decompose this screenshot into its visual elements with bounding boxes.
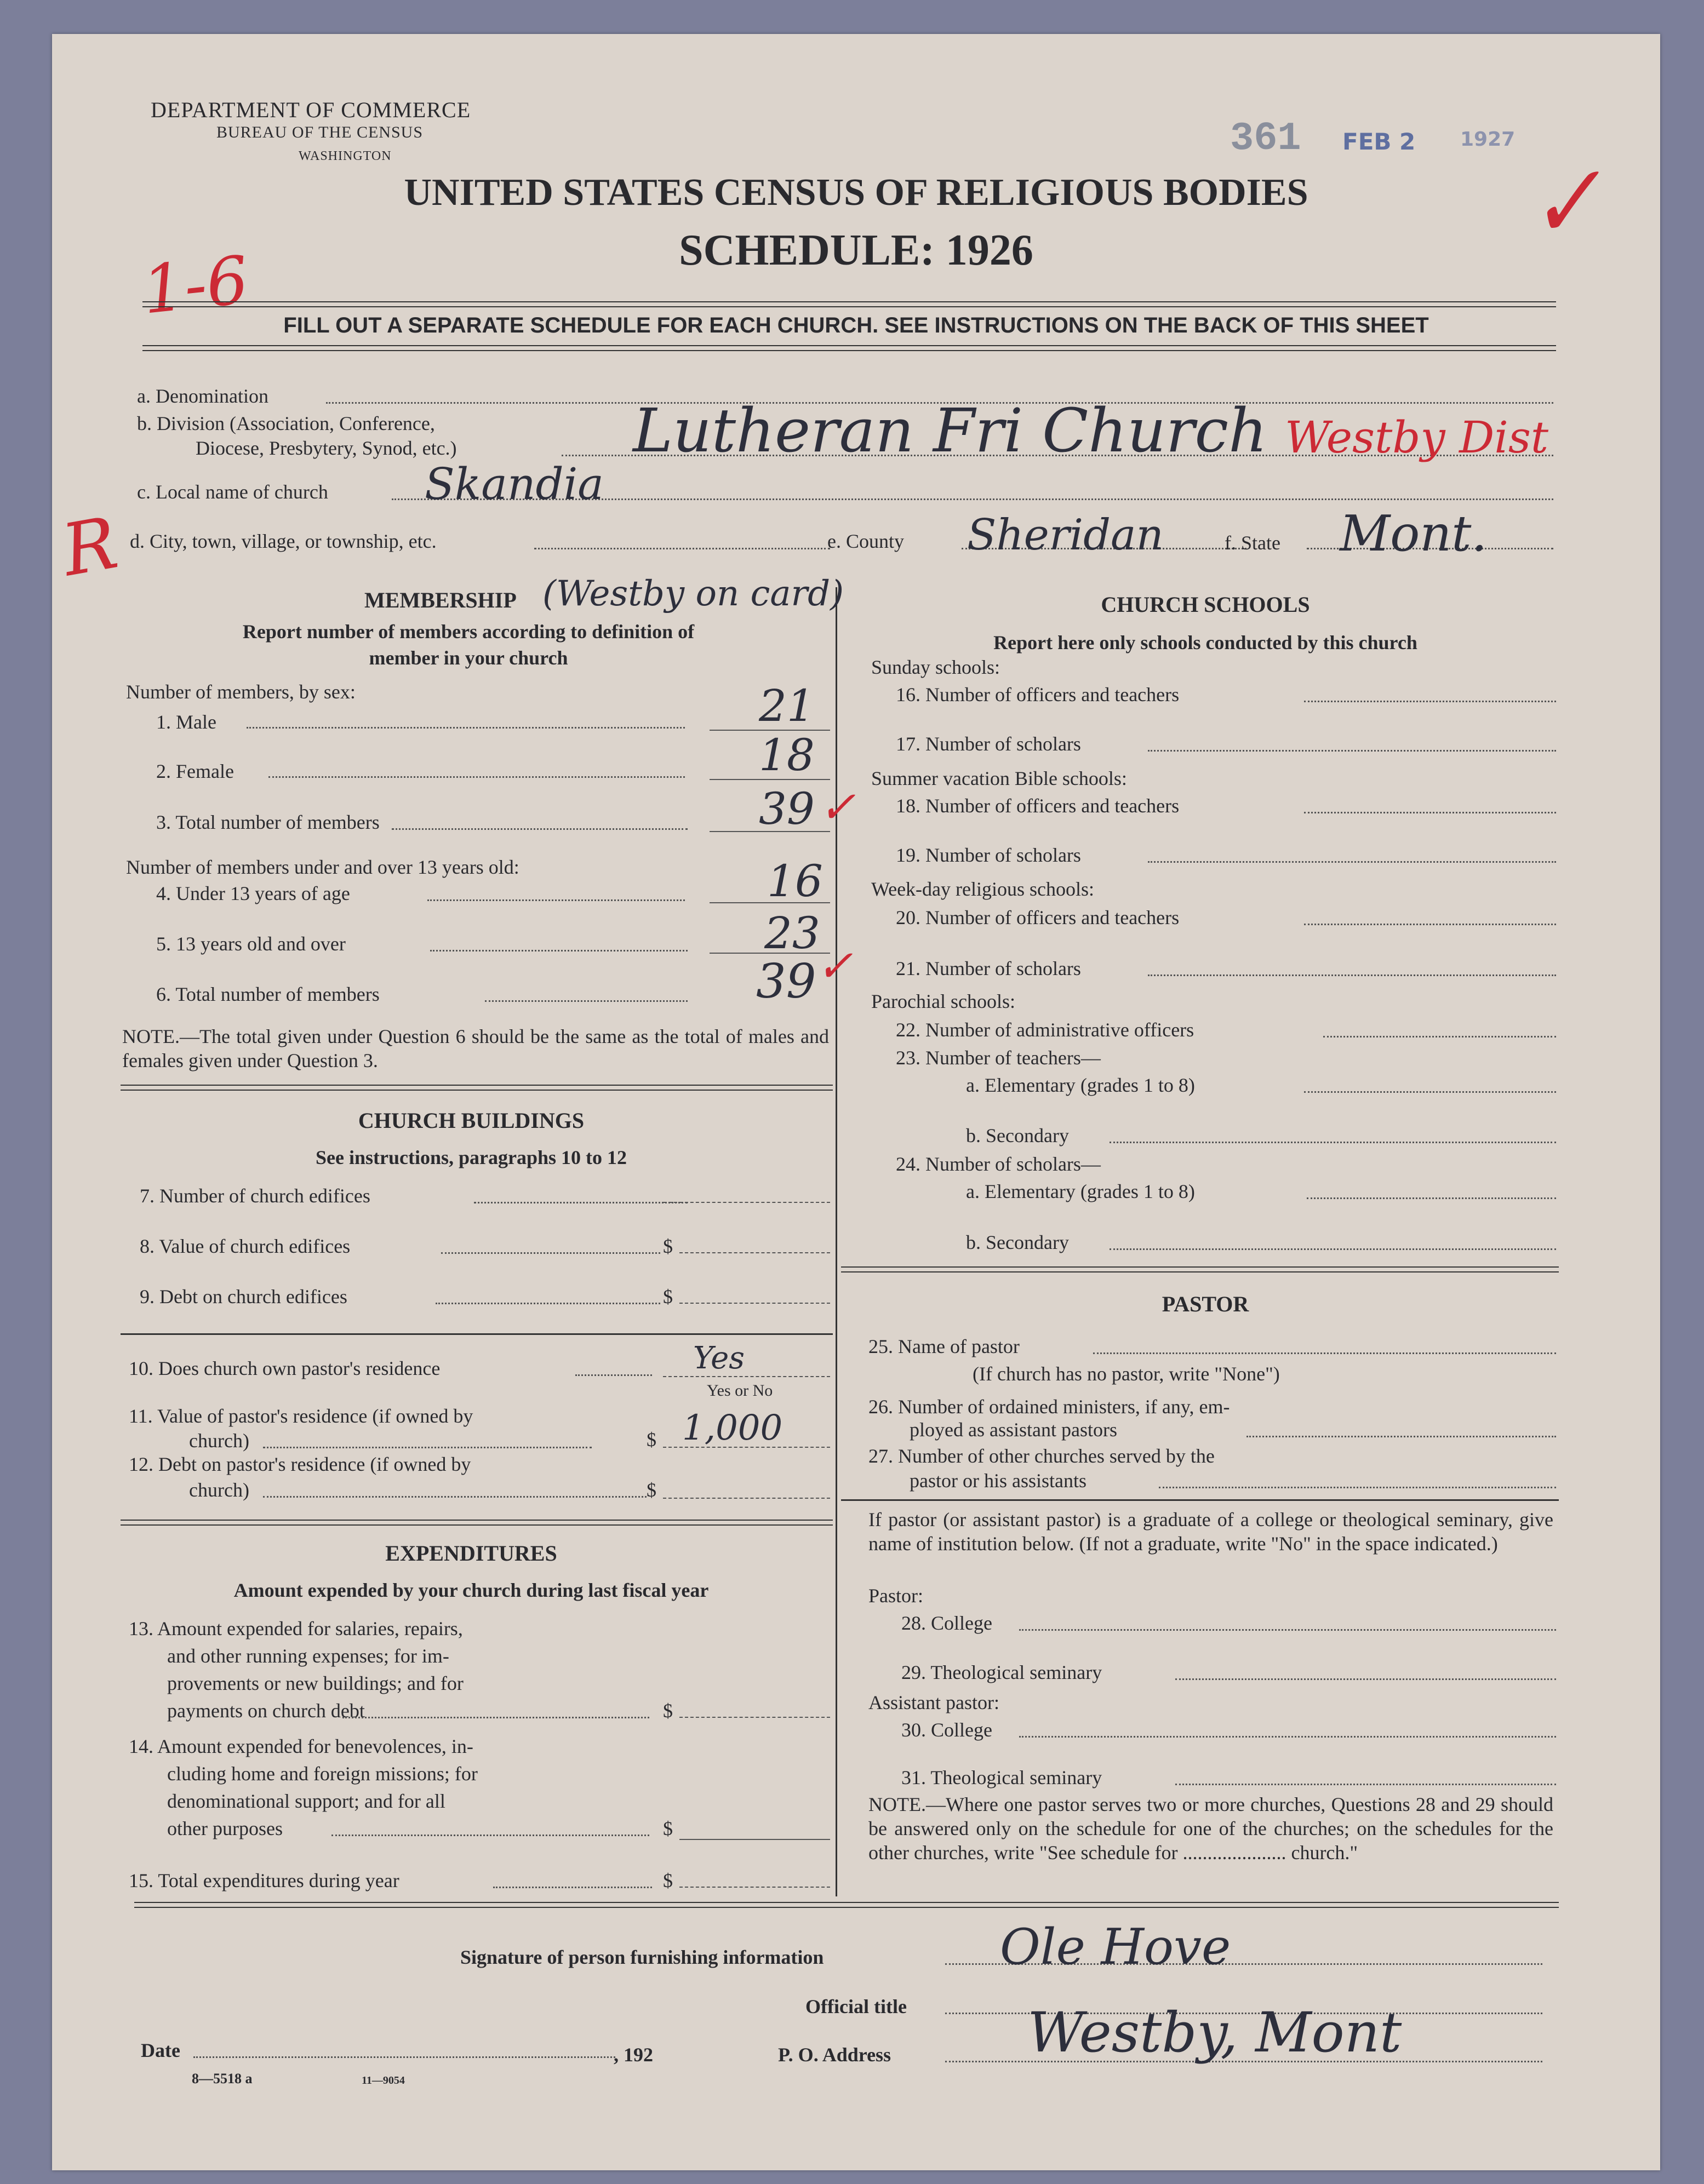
q14-dollar: $: [663, 1818, 673, 1839]
q10-answer: [663, 1376, 830, 1377]
red-code: 1-6: [139, 242, 252, 329]
schools-rule: [841, 1266, 1559, 1272]
membership-handnote: (Westby on card): [542, 574, 844, 614]
pastor-note: NOTE.—Where one pastor serves two or more churches, Questions 28 and 29 should be answered only on the schedule for one of the churches; on the schedules for the other churches, write "See schedule for ..................... church.": [868, 1793, 1553, 1864]
q21-label: 21. Number of scholars: [896, 958, 1081, 979]
male-value: 21: [759, 680, 815, 731]
buildings-rule-2: [121, 1520, 833, 1526]
membership-rule: [121, 1085, 833, 1091]
sunday-schools-label: Sunday schools:: [871, 656, 1000, 678]
denomination-label: a. Denomination: [137, 385, 268, 407]
expenditures-sub: Amount expended by your church during last fiscal year: [233, 1579, 709, 1601]
q15-dollar: $: [663, 1870, 673, 1891]
q11-line: [263, 1447, 592, 1448]
buildings-sub: See instructions, paragraphs 10 to 12: [315, 1147, 627, 1168]
q25-note: (If church has no pastor, write "None"): [973, 1363, 1280, 1385]
q17-line: [1148, 750, 1556, 752]
q20-label: 20. Number of officers and teachers: [896, 907, 1180, 928]
city-label: d. City, town, village, or township, etc.: [130, 530, 437, 552]
q18-line: [1304, 812, 1556, 813]
q24b-label: b. Secondary: [966, 1231, 1069, 1253]
q13-dots: [342, 1717, 649, 1718]
date-line: [193, 2056, 615, 2058]
division-label: b. Division (Association, Conference,: [137, 412, 435, 434]
buildings-rule: [121, 1333, 833, 1335]
q15-dots: [493, 1887, 652, 1888]
under-13-value: 16: [767, 856, 823, 907]
stamp-year: 1927: [1460, 128, 1516, 151]
q11-label: 11. Value of pastor's residence (if owned by: [129, 1405, 473, 1427]
by-age-label: Number of members under and over 13 years old:: [126, 856, 519, 878]
stamp-date: FEB 2: [1342, 128, 1416, 155]
q14-answer: [679, 1839, 830, 1840]
total-members-6-label: 6. Total number of members: [156, 983, 380, 1005]
q26-line: [1246, 1436, 1556, 1437]
q30-line: [1019, 1736, 1556, 1738]
q31-label: 31. Theological seminary: [901, 1767, 1102, 1789]
female-label: 2. Female: [156, 760, 234, 782]
by-sex-label: Number of members, by sex:: [126, 681, 356, 703]
q19-label: 19. Number of scholars: [896, 844, 1081, 866]
q15-label: 15. Total expenditures during year: [129, 1870, 399, 1891]
membership-title: MEMBERSHIP: [364, 588, 517, 612]
q11-label-2: church): [189, 1430, 249, 1452]
yes-or-no-hint: Yes or No: [707, 1382, 773, 1400]
q17-label: 17. Number of scholars: [896, 733, 1081, 755]
q16-line: [1304, 701, 1556, 702]
female-line: [268, 776, 685, 778]
buildings-title: CHURCH BUILDINGS: [358, 1108, 585, 1133]
city-heading: WASHINGTON: [299, 149, 392, 163]
q23b-label: b. Secondary: [966, 1125, 1069, 1147]
q24a-line: [1307, 1197, 1556, 1199]
q19-line: [1148, 861, 1556, 863]
graduate-note: If pastor (or assistant pastor) is a graduate of a college or theological seminary, give name of institution below. (If not a graduate, write "No" in the space indicated.): [868, 1509, 1553, 1555]
district-annotation: Westby Dist: [1285, 412, 1549, 463]
local-name-handwritten: Skandia: [425, 458, 604, 509]
schools-sub: Report here only schools conducted by this church: [993, 632, 1417, 654]
edifices-value-line: [441, 1252, 660, 1254]
male-line: [247, 727, 685, 729]
q14-line3: denominational support; and for all: [167, 1790, 445, 1812]
q13-line3: provements or new buildings; and for: [167, 1672, 464, 1694]
date-label: Date: [141, 2039, 180, 2061]
schedule-title: SCHEDULE: 1926: [679, 226, 1033, 274]
q23a-line: [1304, 1091, 1556, 1093]
q26-label: 26. Number of ordained ministers, if any, em-: [868, 1396, 1230, 1418]
total-members-6-line: [485, 1000, 688, 1002]
male-label: 1. Male: [156, 711, 216, 733]
q14-line4: other purposes: [167, 1818, 283, 1839]
po-address-label: P. O. Address: [778, 2044, 891, 2066]
county-label: e. County: [827, 530, 904, 552]
expenditures-title: EXPENDITURES: [385, 1541, 557, 1566]
red-check-3: ✓: [819, 782, 856, 833]
schools-title: CHURCH SCHOOLS: [1101, 592, 1310, 617]
city-line: [534, 548, 830, 549]
q13-answer: [679, 1717, 830, 1718]
over-13-line: [430, 950, 688, 951]
q30-label: 30. College: [901, 1719, 992, 1741]
q14-line1: 14. Amount expended for benevolences, in-: [129, 1735, 473, 1757]
total-members-label: 3. Total number of members: [156, 811, 380, 833]
header-rule-2: [142, 345, 1556, 351]
edifices-debt-dollar: $: [663, 1286, 673, 1308]
division-handwritten: Lutheran Fri Church: [633, 395, 1267, 466]
edifices-count-label: 7. Number of church edifices: [140, 1185, 370, 1207]
print-number: 11—9054: [362, 2074, 405, 2086]
q13-line1: 13. Amount expended for salaries, repairs,: [129, 1618, 463, 1640]
q12-dollar: $: [647, 1479, 656, 1501]
assistant-pastor-label: Assistant pastor:: [868, 1692, 999, 1713]
q29-label: 29. Theological seminary: [901, 1661, 1102, 1683]
q18-label: 18. Number of officers and teachers: [896, 795, 1180, 817]
q13-line2: and other running expenses; for im-: [167, 1645, 449, 1667]
official-title-label: Official title: [805, 1996, 907, 2017]
q20-line: [1304, 924, 1556, 925]
q22-line: [1323, 1036, 1556, 1037]
q27-label-2: pastor or his assistants: [910, 1470, 1087, 1492]
female-value: 18: [759, 730, 815, 781]
under-13-label: 4. Under 13 years of age: [156, 882, 350, 904]
q24b-line: [1110, 1248, 1556, 1250]
q14-dots: [331, 1835, 649, 1836]
membership-note: NOTE.—The total given under Question 6 should be the same as the total of males and females given under Question 3.: [122, 1025, 829, 1071]
census-schedule-sheet: [52, 34, 1660, 2170]
over-13-label: 5. 13 years old and over: [156, 933, 346, 955]
red-checkmark-top: ✓: [1518, 144, 1611, 262]
pastor-rule: [841, 1499, 1559, 1501]
q15-answer: [679, 1887, 830, 1888]
under-13-line: [427, 899, 685, 901]
form-title: UNITED STATES CENSUS OF RELIGIOUS BODIES: [404, 171, 1308, 214]
q10-value: Yes: [693, 1340, 745, 1376]
q25-line: [1093, 1352, 1556, 1354]
q22-label: 22. Number of administrative officers: [896, 1019, 1194, 1041]
division-label-2: Diocese, Presbytery, Synod, etc.): [196, 437, 457, 459]
q27-line: [1159, 1487, 1556, 1488]
total-members-6-value: 39: [756, 954, 816, 1009]
q24a-label: a. Elementary (grades 1 to 8): [966, 1180, 1195, 1202]
q28-label: 28. College: [901, 1612, 992, 1634]
q13-line4: payments on church debt: [167, 1700, 365, 1722]
header-rule: [142, 301, 1556, 307]
red-r-mark: R: [56, 501, 124, 593]
form-number: 8—5518 a: [192, 2071, 253, 2086]
stamp-number: 361: [1230, 116, 1301, 161]
q12-label-2: church): [189, 1479, 249, 1501]
total-members-line: [392, 828, 688, 830]
q12-line: [263, 1496, 647, 1498]
weekday-schools-label: Week-day religious schools:: [871, 878, 1095, 900]
date-year: , 192: [614, 2044, 653, 2066]
bureau-heading: BUREAU OF THE CENSUS: [216, 123, 423, 141]
pastor-title: PASTOR: [1162, 1292, 1249, 1316]
q16-label: 16. Number of officers and teachers: [896, 684, 1180, 706]
q24-label: 24. Number of scholars—: [896, 1153, 1101, 1175]
summer-schools-label: Summer vacation Bible schools:: [871, 767, 1127, 789]
edifices-count-line: [474, 1202, 688, 1203]
q13-dollar: $: [663, 1700, 673, 1722]
q11-value: 1,000: [682, 1408, 783, 1448]
pastor-sub-label: Pastor:: [868, 1585, 924, 1607]
q31-line: [1175, 1784, 1556, 1785]
over-13-value: 23: [764, 908, 820, 959]
membership-sub2: member in your church: [369, 647, 568, 669]
edifices-value-answer: [679, 1252, 830, 1253]
edifices-value-label: 8. Value of church edifices: [140, 1235, 351, 1257]
edifices-debt-line: [436, 1303, 660, 1304]
membership-sub1: Report number of members according to definition of: [242, 621, 695, 643]
county-handwritten: Sheridan: [967, 511, 1164, 560]
edifices-debt-answer: [679, 1303, 830, 1304]
instruction-line: FILL OUT A SEPARATE SCHEDULE FOR EACH CHURCH. SEE INSTRUCTIONS ON THE BACK OF THIS SHEET: [283, 313, 1429, 337]
q23b-line: [1110, 1142, 1556, 1143]
edifices-count-answer: [663, 1202, 830, 1203]
q10-label: 10. Does church own pastor's residence: [129, 1357, 441, 1379]
q23-label: 23. Number of teachers—: [896, 1047, 1101, 1069]
red-check-6: ✓: [816, 941, 854, 991]
department-heading: DEPARTMENT OF COMMERCE: [151, 98, 471, 122]
q21-line: [1148, 975, 1556, 976]
q28-line: [1019, 1629, 1556, 1631]
q11-dollar: $: [647, 1429, 656, 1451]
state-handwritten: Mont.: [1340, 505, 1488, 563]
edifices-value-dollar: $: [663, 1235, 673, 1257]
q12-label: 12. Debt on pastor's residence (if owned by: [129, 1453, 471, 1475]
local-name-label: c. Local name of church: [137, 481, 328, 503]
q10-line: [575, 1374, 652, 1376]
q27-label: 27. Number of other churches served by the: [868, 1445, 1215, 1467]
q14-line2: cluding home and foreign missions; for: [167, 1763, 478, 1785]
q25-label: 25. Name of pastor: [868, 1335, 1020, 1357]
q23a-label: a. Elementary (grades 1 to 8): [966, 1074, 1195, 1096]
po-address-value: Westby, Mont: [1027, 2000, 1402, 2065]
state-label: f. State: [1225, 532, 1280, 554]
footer-rule: [134, 1902, 1559, 1908]
q26-label-2: ployed as assistant pastors: [910, 1419, 1117, 1441]
signature-label: Signature of person furnishing information: [460, 1946, 824, 1968]
total-members-value: 39: [759, 783, 815, 834]
q12-answer: [663, 1498, 830, 1499]
signature-value: Ole Hove: [1000, 1918, 1231, 1976]
q29-line: [1175, 1678, 1556, 1680]
edifices-debt-label: 9. Debt on church edifices: [140, 1286, 347, 1308]
parochial-schools-label: Parochial schools:: [871, 990, 1015, 1012]
